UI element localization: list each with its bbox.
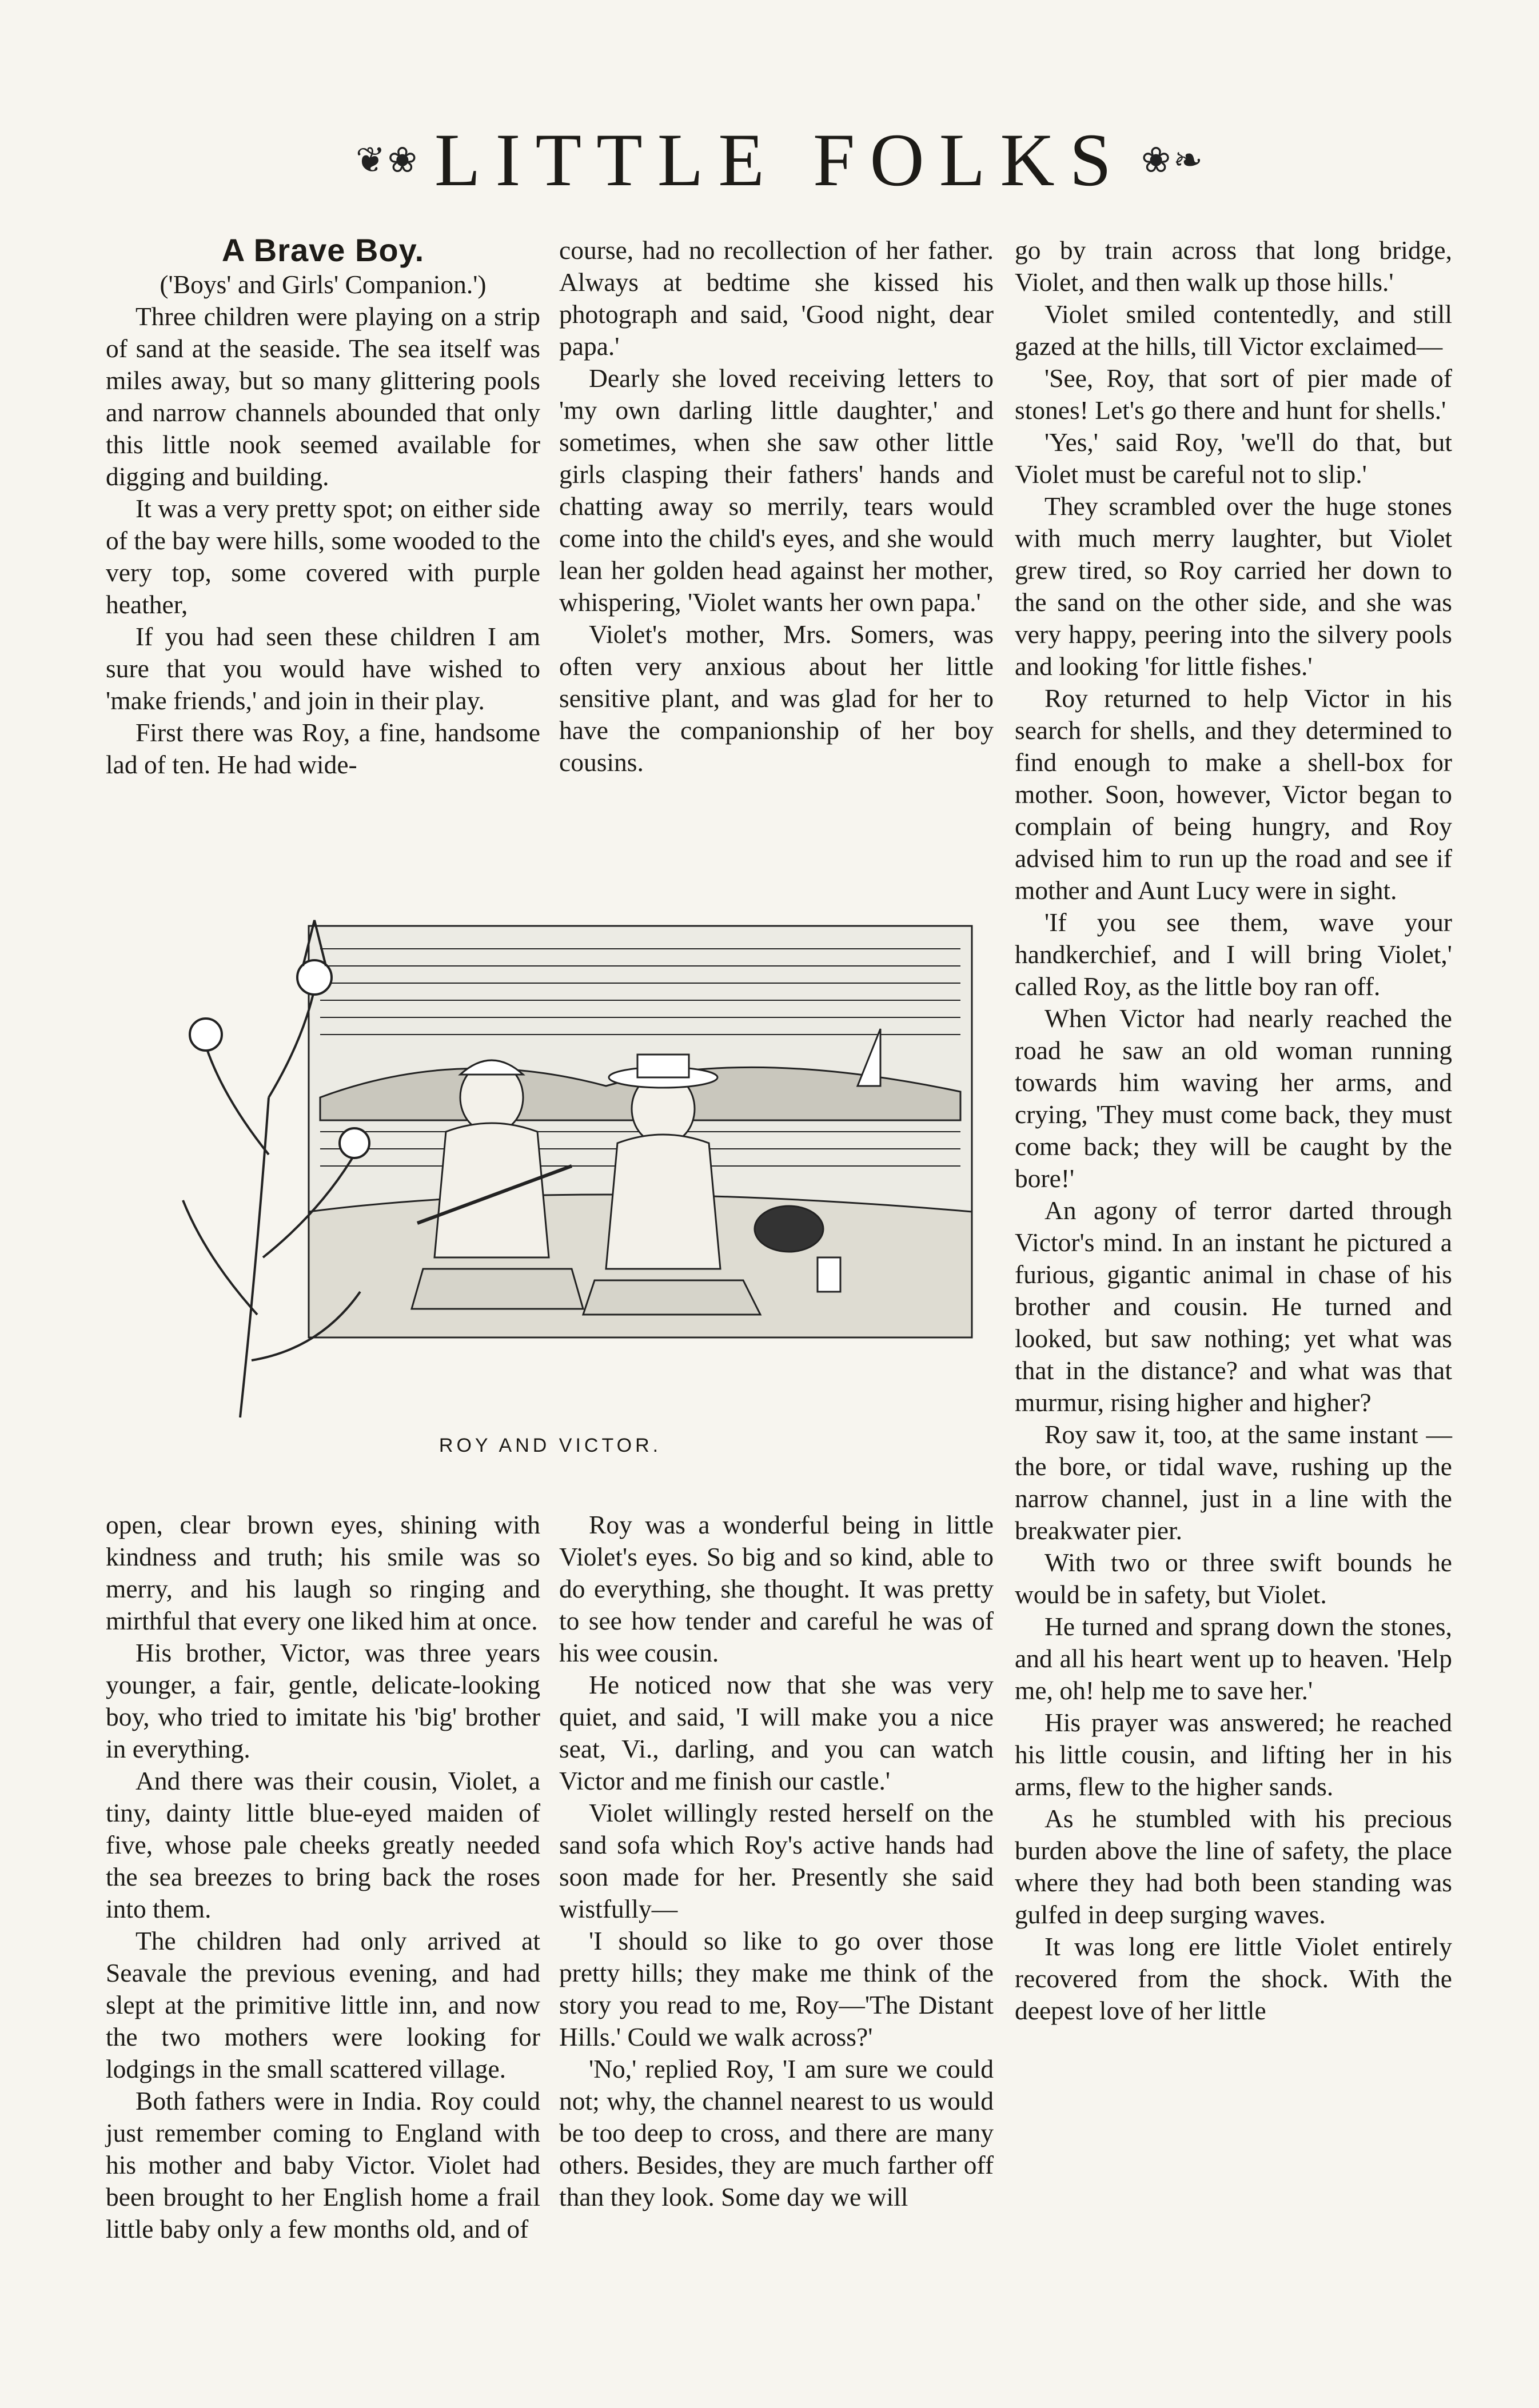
paragraph: Violet willingly rested herself on the sand sofa which Roy's active hands had soon made for her. Presently she said wistfully— — [559, 1798, 994, 1923]
story-title: A Brave Boy. — [221, 232, 425, 268]
paragraph: Violet's mother, Mrs. Somers, was often very anxious about her little sensitive plant, and was glad for her to have the companionship of her boy cousins. — [559, 620, 994, 777]
paragraph: Roy saw it, too, at the same instant — the bore, or tidal wave, rushing up the narrow channel, just in a line with the breakwater pier. — [1015, 1420, 1452, 1545]
paragraph: He turned and sprang down the stones, and all his heart went up to heaven. 'Help me, oh! help me to save her.' — [1015, 1612, 1452, 1705]
ornament-left: ❦❀ — [355, 141, 420, 180]
paragraph: Roy returned to help Victor in his search for shells, and they determined to find enough to make a shell-box for mother. Soon, however, Victor began to complain of being hungry, and Roy advised him to run up the road and see if mother and Aunt Lucy were in sight. — [1015, 684, 1452, 905]
column-1-top — [106, 234, 540, 781]
page-title: LITTLE FOLKS — [434, 118, 1127, 202]
paragraph: An agony of terror darted through Victor's mind. In an instant he pictured a furious, gigantic animal in chase of his brother and cousin. He turned and looked, but saw nothing; yet what was that in the distance? and what was that murmur, rising higher and higher? — [1015, 1196, 1452, 1417]
rock — [755, 1206, 823, 1252]
paragraph: Roy was a wonderful being in little Violet's eyes. So big and so kind, able to do everything, she thought. It was pretty to see how tender and careful he was of his wee cousin. — [559, 1510, 994, 1667]
ornament-right: ❀❧ — [1141, 141, 1206, 180]
paragraph: His brother, Victor, was three years younger, a fair, gentle, delicate-looking boy, who tried to imitate his 'big' brother in everything. — [106, 1638, 540, 1763]
paragraph: open, clear brown eyes, shining with kindness and truth; his smile was so merry, and his laugh so ringing and mirthful that every one liked him at once. — [106, 1510, 540, 1635]
paragraph: Dearly she loved receiving letters to 'my own darling little daughter,' and sometimes, when she saw other little girls clasping their fathers' hands and chatting away so merrily, tears would come into the child's eyes, and she would lean her golden head against her mother, whispering, 'Violet wants her own papa.' — [559, 364, 994, 617]
column-2-top — [559, 234, 994, 778]
paragraph: Both fathers were in India. Roy could just remember coming to England with his mother and baby Victor. Violet had been brought to her English home a frail little baby only a few months old, and of — [106, 2086, 540, 2243]
masthead — [343, 111, 1218, 209]
column-2-bottom — [559, 1509, 994, 2213]
paragraph: When Victor had nearly reached the road he saw an old woman running towards him waving her arms, and crying, 'They must come back, they must come back; they will be caught by the bore!' — [1015, 1004, 1452, 1193]
paragraph: 'See, Roy, that sort of pier made of stones! Let's go there and hunt for shells.' — [1015, 364, 1452, 425]
paragraph: And there was their cousin, Violet, a tiny, dainty little blue-eyed maiden of five, whose pale cheeks greatly needed the sea breezes to bring back the roses into them. — [106, 1766, 540, 1923]
paragraph: First there was Roy, a fine, handsome lad of ten. He had wide- — [106, 718, 540, 779]
paragraph: It was a very pretty spot; on either side of the bay were hills, some wooded to the very top, some covered with purple heather, — [106, 494, 540, 619]
column-3 — [1015, 234, 1452, 2027]
paragraph: course, had no recollection of her father. Always at bedtime she kissed his photograph and said, 'Good night, dear papa.' — [559, 235, 994, 361]
paragraph: His prayer was answered; he reached his little cousin, and lifting her in his arms, flew to the higher sands. — [1015, 1708, 1452, 1801]
paragraph: It was long ere little Violet entirely recovered from the shock. With the deepest love of her little — [1015, 1932, 1452, 2025]
paragraph: With two or three swift bounds he would be in safety, but Violet. — [1015, 1548, 1452, 1609]
story-source: ('Boys' and Girls' Companion.') — [160, 270, 487, 299]
column-1-bottom — [106, 1509, 540, 2245]
paragraph: go by train across that long bridge, Violet, and then walk up those hills.' — [1015, 235, 1452, 297]
paragraph: Three children were playing on a strip of sand at the seaside. The sea itself was miles away, but so many glittering pools and narrow channels abounded that only this little nook seemed available for digging and building. — [106, 302, 540, 491]
paragraph: Violet smiled contentedly, and still gazed at the hills, till Victor exclaimed— — [1015, 299, 1452, 361]
paragraph: He noticed now that she was very quiet, and said, 'I will make you a nice seat, Vi., darling, and you can watch Victor and me finish our castle.' — [559, 1670, 994, 1795]
paragraph: 'I should so like to go over those pretty hills; they make me think of the story you read to me, Roy—'The Distant Hills.' Could we walk across?' — [559, 1926, 994, 2051]
illustration-caption: ROY AND VICTOR. — [438, 1435, 662, 1456]
paragraph: If you had seen these children I am sure that you would have wished to 'make friends,' and join in their play. — [106, 622, 540, 715]
pail — [818, 1257, 840, 1292]
paragraph: 'If you see them, wave your handkerchief, and I will bring Violet,' called Roy, as the little boy ran off. — [1015, 908, 1452, 1001]
paragraph: 'Yes,' said Roy, 'we'll do that, but Violet must be careful not to slip.' — [1015, 428, 1452, 489]
paragraph: As he stumbled with his precious burden above the line of safety, the place where they had both been standing was gulfed in deep surging waves. — [1015, 1804, 1452, 1929]
paragraph: They scrambled over the huge stones with much merry laughter, but Violet grew tired, so Roy carried her down to the sand on the other side, and she was very happy, peering into the silvery pools and looking 'for little fishes.' — [1015, 492, 1452, 681]
paragraph: The children had only arrived at Seavale the previous evening, and had slept at the primitive little inn, and now the two mothers were looking for lodgings in the small scattered village. — [106, 1926, 540, 2083]
illustration — [172, 857, 983, 1429]
paragraph: 'No,' replied Roy, 'I am sure we could not; why, the channel nearest to us would be too deep to cross, and there are many others. Besides, they are much farther off than they look. Some day we will — [559, 2054, 994, 2211]
